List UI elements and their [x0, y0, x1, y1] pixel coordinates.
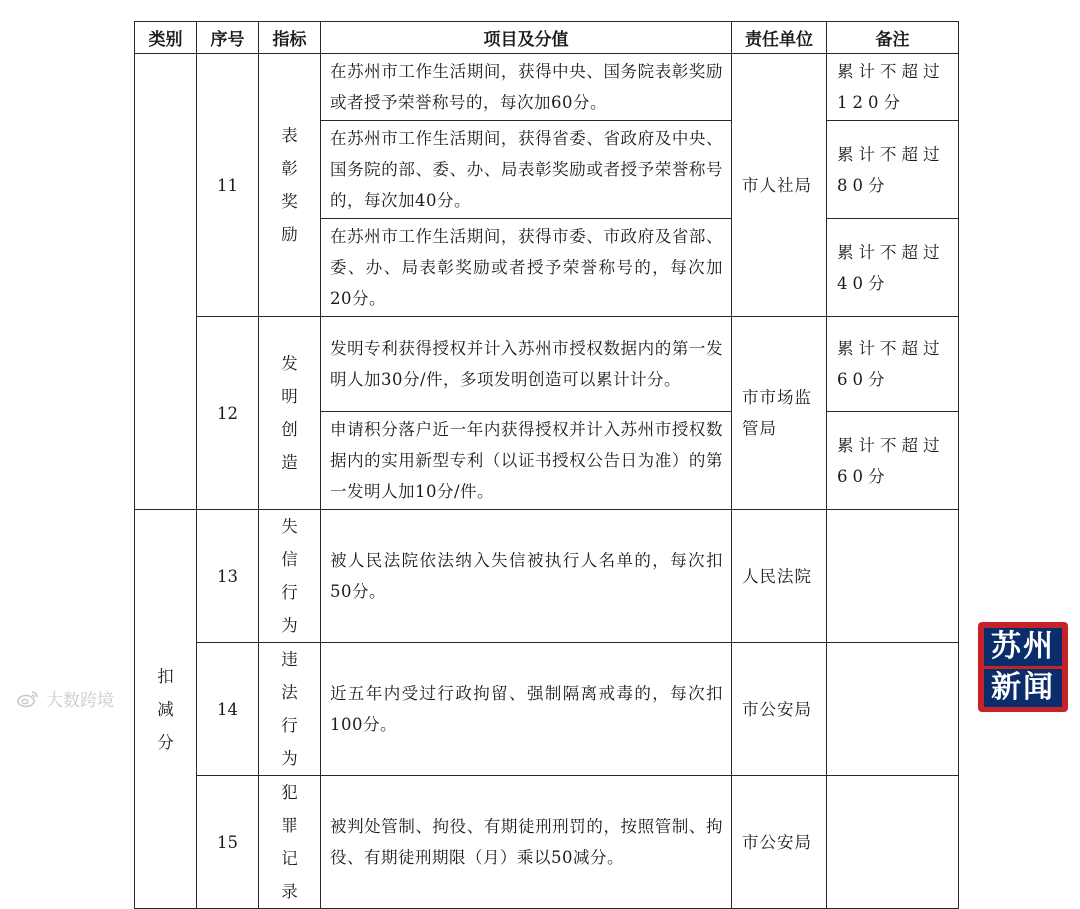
- header-responsible-unit: 责任单位: [732, 22, 827, 54]
- table-row: [135, 776, 959, 909]
- header-category: 类别: [135, 22, 197, 54]
- responsible-unit: 市公安局: [732, 776, 827, 909]
- header-number: 序号: [197, 22, 259, 54]
- header-item-score: 项目及分值: [321, 22, 732, 54]
- responsible-unit: 市人社局: [732, 54, 827, 317]
- note-cell: 累计不超过80分: [827, 121, 959, 219]
- row-number: 15: [197, 776, 259, 909]
- row-number: 14: [197, 643, 259, 776]
- note-cell: [827, 643, 959, 776]
- points-table: [134, 21, 959, 909]
- indicator-label: 违法行为: [281, 650, 298, 768]
- weibo-icon: [16, 690, 40, 708]
- header-row: [135, 22, 959, 54]
- row-number: 12: [197, 317, 259, 510]
- item-text: 在苏州市工作生活期间，获得中央、国务院表彰奖励或者授予荣誉称号的，每次加60分。: [321, 54, 732, 121]
- table-row: [135, 54, 959, 121]
- note-cell: [827, 776, 959, 909]
- item-text: 被人民法院依法纳入失信被执行人名单的，每次扣50分。: [321, 510, 732, 643]
- table-row: [135, 317, 959, 412]
- indicator-label: 犯罪记录: [281, 783, 298, 901]
- table-row: [135, 643, 959, 776]
- header-indicator: 指标: [259, 22, 321, 54]
- logo-line-1: 苏州: [984, 628, 1062, 666]
- suzhou-news-logo: [978, 622, 1068, 712]
- indicator-label: 表彰奖励: [281, 126, 298, 244]
- row-number: 11: [197, 54, 259, 317]
- item-text: 在苏州市工作生活期间，获得省委、省政府及中央、国务院的部、委、办、局表彰奖励或者授予荣誉称号的，每次加40分。: [321, 121, 732, 219]
- table-row: [135, 510, 959, 643]
- source-watermark: [16, 686, 114, 711]
- item-text: 被判处管制、拘役、有期徒刑刑罚的，按照管制、拘役、有期徒刑期限（月）乘以50减分。: [321, 776, 732, 909]
- indicator-label: 失信行为: [281, 517, 298, 635]
- category-deduct: 扣减分: [157, 666, 174, 752]
- responsible-unit: 人民法院: [732, 510, 827, 643]
- indicator-label: 发明创造: [281, 354, 298, 472]
- item-text: 在苏州市工作生活期间，获得市委、市政府及省部、委、办、局表彰奖励或者授予荣誉称号的，每次加20分。: [321, 219, 732, 317]
- responsible-unit: 市公安局: [732, 643, 827, 776]
- note-cell: 累计不超过60分: [827, 317, 959, 412]
- row-number: 13: [197, 510, 259, 643]
- item-text: 发明专利获得授权并计入苏州市授权数据内的第一发明人加30分/件，多项发明创造可以累计计分。: [321, 317, 732, 412]
- item-text: 申请积分落户近一年内获得授权并计入苏州市授权数据内的实用新型专利（以证书授权公告日为准）的第一发明人加10分/件。: [321, 412, 732, 510]
- header-note: 备注: [827, 22, 959, 54]
- note-cell: 累计不超过40分: [827, 219, 959, 317]
- watermark-text: 大数跨境: [46, 691, 114, 711]
- item-text: 近五年内受过行政拘留、强制隔离戒毒的，每次扣100分。: [321, 643, 732, 776]
- note-cell: [827, 510, 959, 643]
- category-cell-bonus: [135, 54, 197, 510]
- note-cell: 累计不超过60分: [827, 412, 959, 510]
- note-cell: 累计不超过120分: [827, 54, 959, 121]
- responsible-unit: 市市场监管局: [732, 317, 827, 510]
- logo-line-2: 新闻: [984, 669, 1062, 707]
